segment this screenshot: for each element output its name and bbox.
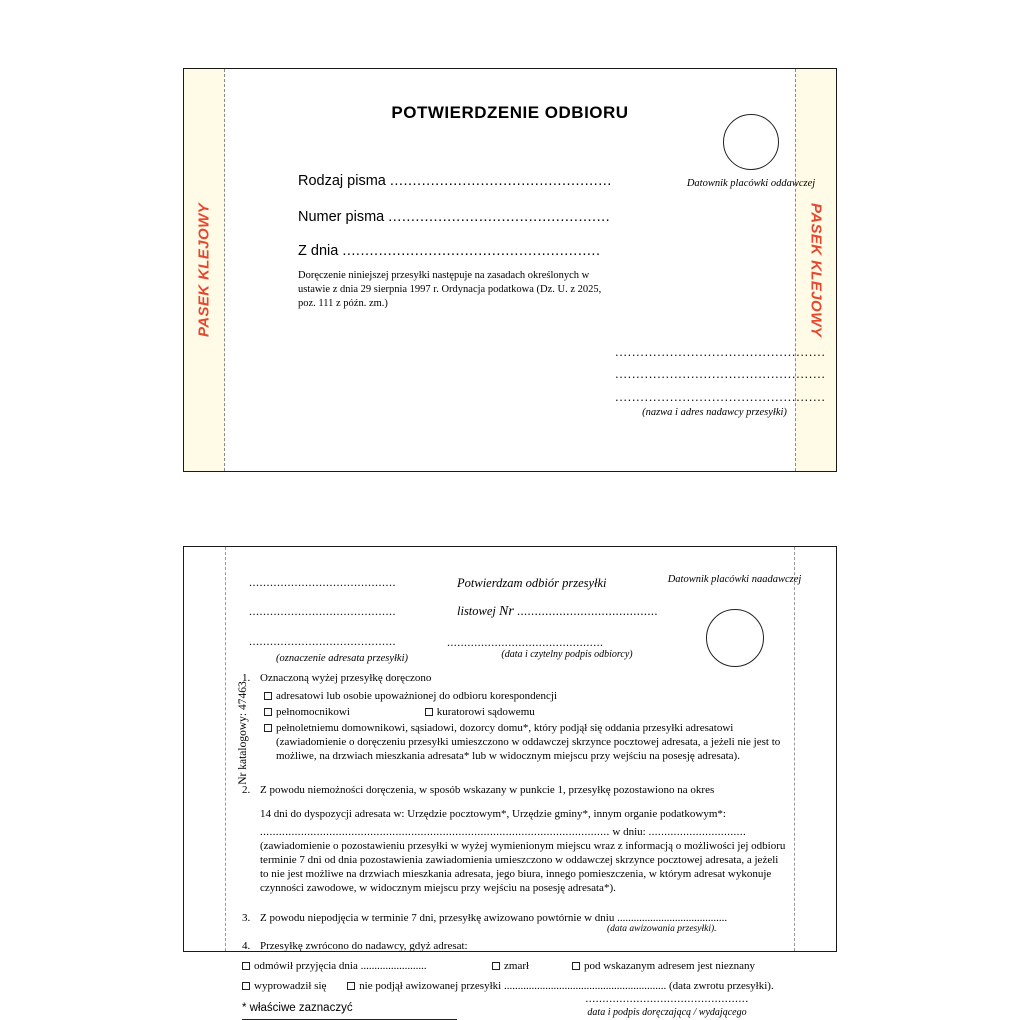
- confirm-receipt-text: Potwierdzam odbiór przesyłki: [457, 576, 607, 590]
- page-title: POTWIERDZENIE ODBIORU: [391, 103, 629, 122]
- clause-1-option-a-label: adresatowi lub osobie upoważnionej do odbioru korespondencji: [276, 690, 558, 702]
- clause-4-options-row-1: [242, 959, 788, 973]
- clause-3-caption: (data awizowania przesyłki).: [607, 924, 717, 934]
- letter-type-label: listowej: [457, 604, 496, 618]
- clause-2-number: 2.: [242, 784, 251, 796]
- field-z-dnia: [298, 243, 600, 259]
- back-content: [242, 559, 802, 1018]
- clause-3-number: 3.: [242, 912, 251, 924]
- postmark-label-oddawcza: Datownik placówki oddawczej: [686, 178, 816, 189]
- addressee-line-3[interactable]: ..........................................: [249, 634, 396, 648]
- field-numer-pisma-input[interactable]: .................................................: [388, 209, 611, 225]
- addressee-caption: (oznaczenie adresata przesyłki): [276, 653, 408, 664]
- sender-caption: (nazwa i adres nadawcy przesyłki): [642, 407, 787, 418]
- clause-1-number: 1.: [242, 672, 251, 684]
- clause-4-option-4[interactable]: [242, 980, 326, 992]
- sender-line-2[interactable]: ..................................................: [615, 366, 826, 381]
- clause-4-option-2[interactable]: [492, 959, 529, 973]
- clause-4-number: 4.: [242, 940, 251, 952]
- clause-1-option-d[interactable]: [264, 721, 788, 763]
- deliverer-signature-caption: data i podpis doręczającą / wydającego: [587, 1007, 747, 1018]
- clause-1-text: Oznaczoną wyżej przesyłkę doręczono: [260, 672, 432, 684]
- front-card: [183, 68, 837, 472]
- field-rodzaj-pisma: [298, 173, 612, 189]
- field-z-dnia-input[interactable]: .........................................................: [342, 243, 601, 259]
- receiver-signature-caption: (data i czytelny podpis odbiorcy): [501, 649, 633, 660]
- clause-2-date-input[interactable]: ...............................: [648, 826, 747, 838]
- checkbox-icon[interactable]: [242, 962, 250, 970]
- clause-1-option-b-label: pełnomocnikowi: [276, 706, 350, 718]
- clause-4-option-3[interactable]: [572, 959, 755, 973]
- clause-4-option-5-label: nie podjął awizowanej przesyłki ........................................................... (data zwrotu przesyłki).: [359, 980, 774, 992]
- clause-1-option-d-label: pełnoletniemu domownikowi, sąsiadowi, dozorcy domu*, który podjął się oddania przesyłki adresatowi: [276, 722, 734, 734]
- clause-4-option-3-label: pod wskazanym adresem jest nieznany: [584, 960, 756, 972]
- field-numer-pisma: [298, 209, 610, 225]
- fold-line-left: [225, 547, 226, 951]
- footnote: * właściwe zaznaczyć: [242, 1001, 457, 1020]
- clause-3-text[interactable]: Z powodu niepodjęcia w terminie 7 dni, przesyłkę awizowano powtórnie w dniu ........................................: [260, 912, 728, 924]
- checkbox-icon[interactable]: [264, 708, 272, 716]
- sender-line-3[interactable]: ..................................................: [615, 389, 826, 404]
- glue-strip-left: [184, 69, 225, 471]
- clause-4-text: Przesyłkę zwrócono do nadawcy, gdyż adresat:: [260, 940, 468, 952]
- postmark-label-nadawcza: Datownik placówki naadawczej: [667, 574, 802, 585]
- clause-4-option-4-label: wyprowadził się: [254, 980, 327, 992]
- letter-nr-input[interactable]: ........................................: [516, 604, 658, 618]
- clause-1-option-c-label: kuratorowi sądowemu: [436, 706, 535, 718]
- field-rodzaj-pisma-input[interactable]: .................................................: [389, 173, 612, 189]
- checkbox-icon[interactable]: [347, 982, 355, 990]
- clause-4-option-1[interactable]: [242, 960, 427, 972]
- clause-1-option-a[interactable]: [264, 689, 557, 703]
- checkbox-icon[interactable]: [242, 982, 250, 990]
- field-rodzaj-pisma-label: Rodzaj pisma: [298, 173, 386, 189]
- postmark-circle-oddawcza: [723, 114, 779, 170]
- clause-1: [242, 671, 788, 685]
- back-card: [183, 546, 837, 1018]
- checkbox-icon[interactable]: [572, 962, 580, 970]
- clause-2-note: (zawiadomienie o pozostawieniu przesyłki w wyżej wymienionym miejscu wraz z informacją o możliwości jej odbioru terminie 7 dni od dnia pozostawienia zawiadomienia umieszczono w oddawczej skrzynce pocztowej adresata, a jeżeli to nie jest możliwe na drzwiach mieszkania adresata, jego biura, innego pomieszczenia, w którym adresat wykonuje czynności zawodowe, w widocznym miejscu przy wejściu na posesję adresata*).: [260, 840, 786, 895]
- field-numer-pisma-label: Numer pisma: [298, 209, 385, 225]
- postmark-circle-nadawcza: [706, 609, 764, 667]
- fold-line-right: [794, 547, 795, 951]
- clause-1-option-b-row: [264, 705, 535, 719]
- checkbox-icon[interactable]: [264, 724, 272, 732]
- clause-4: [242, 939, 788, 953]
- field-z-dnia-label: Z dnia: [298, 243, 339, 259]
- addressee-line-2[interactable]: ..........................................: [249, 604, 396, 618]
- clause-2-text-line2: 14 dni do dyspozycji adresata w: Urzędzie pocztowym*, Urzędzie gminy*, innym organie podatkowym*:: [260, 808, 726, 820]
- deliverer-signature-line[interactable]: ................................................: [585, 991, 749, 1005]
- clause-2: [242, 783, 788, 797]
- clause-2-text: Z powodu niemożności doręczenia, w sposób wskazany w punkcie 1, przesyłkę pozostawiono na okres: [260, 784, 715, 796]
- checkbox-icon[interactable]: [492, 962, 500, 970]
- clause-1-option-c[interactable]: [425, 705, 535, 719]
- receiver-signature-line[interactable]: ..............................................: [447, 635, 604, 649]
- letter-nr-label: Nr: [499, 604, 514, 619]
- clause-2-input-row: [260, 825, 788, 839]
- clause-4-option-2-label: zmarł: [504, 960, 530, 972]
- glue-strip-left-label: PASEK KLEJOWY: [195, 202, 213, 338]
- addressee-line-1[interactable]: ..........................................: [249, 575, 396, 589]
- clause-1-option-d-note: (zawiadomienie o doręczeniu przesyłki umieszczono w oddawczej skrzynce pocztowej adresata, a jeżeli nie jest to możliwe, na drzwiach mieszkania adresata* lub w widocznym miejscu przy wejściu na posesję adresata).: [276, 736, 781, 763]
- clause-2-date-label: w dniu:: [612, 826, 646, 838]
- glue-strip-right-label: PASEK KLEJOWY: [807, 202, 825, 338]
- clause-2-place-input[interactable]: ...............................................................................................................: [260, 826, 610, 838]
- letter-number-row: [457, 603, 658, 621]
- catalog-number: Nr katalogowy: 47463: [237, 681, 249, 785]
- checkbox-icon[interactable]: [425, 708, 433, 716]
- legal-note: Doręczenie niniejszej przesyłki następuje na zasadach określonych w ustawie z dnia 29 sierpnia 1997 r. Ordynacja podatkowa (Dz. U. z 2025, poz. 111 z późn. zm.): [298, 270, 602, 310]
- clause-4-option-1-label: odmówił przyjęcia dnia ........................: [254, 960, 427, 972]
- checkbox-icon[interactable]: [264, 692, 272, 700]
- sender-line-1[interactable]: ..................................................: [615, 344, 826, 359]
